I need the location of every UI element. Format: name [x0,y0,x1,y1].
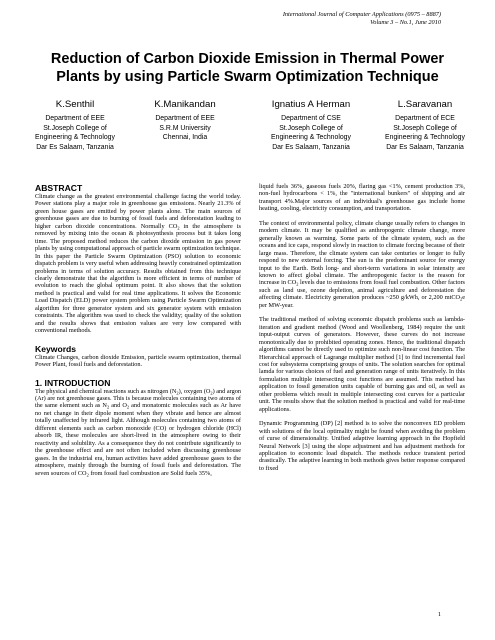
journal-volume: Volume 3 – No.1, June 2010 [370,19,441,27]
affiliation-line: Dar Es Salaam, Tanzania [36,143,114,151]
affiliation-line: Department of EEE [155,115,215,122]
introduction-text: The physical and chemical reactions such as nitrogen $(N_2)$, oxygen $(O_2)$ and argon (Ar) are not greenhouse gases. This is because molecules containing two atoms of the same element such as $N_2$ and $O_2$ and monatomic molecules such as Ar have no net change in their dipole moment when they vibrate and hence are almost totally unaffected by infrared light. Although molecules containing two atoms of different elements such as carbon monoxide (CO) or hydrogen chloride (HCl) absorb IR, these molecules are short-lived in the atmosphere owing to their reactivity and solubility. As a consequence they do not contribute significantly to the greenhouse effect and are not often included when discussing greenhouse gases. In the industrial era, human activities have added greenhouse gases to the atmosphere, mainly through the burning of fossil fuels and deforestation. The seven sources of $CO_2$ from fossil fuel combustion are Solid fuels 35%, [35,387,241,477]
affiliation-line: St.Joseph College of [279,124,343,132]
affiliation-line: Chennai, India [162,134,208,141]
author-block-4 [370,98,480,152]
introduction-heading: 1. INTRODUCTION [35,377,111,388]
author-name: Ignatius A Herman [271,99,351,110]
paragraph-traditional-methods: The traditional method of solving economic dispatch problems such as lambda-iteration and gradient method (Wood and Woollenberg, 1984) require the unit input-output curves of generators. However, these curves do not increase monotonically due to prohibited operating zones. Hence, the traditional dispatch algorithms cannot be directly used to optimize such non-linear cost function. The Hierarchical approach of Lagrange multiplier method [1] to find incremental fuel cost for subsystems comprising groups of units. The solution searches for optimal lamda for various choices of fuel and generation range of units iteratively. In this formulation multiple intersecting cost functions are assumed. This method has application to fossil generation units capable of burning gas and oil, as well as other problems which result in multiple intersecting cost curves for a particular unit. The results show that the solution method is practical and valid for real-time applications. [259,316,465,413]
journal-name: International Journal of Computer Applications (0975 – 8887) [282,11,441,18]
right-column [259,183,465,472]
abstract-heading: ABSTRACT [35,183,83,193]
author-block-3 [256,98,366,152]
affiliation-line: Department of EEE [45,115,105,122]
affiliation-line: Engineering & Technology [385,134,465,141]
affiliation-line: Engineering & Technology [35,134,115,141]
paragraph-emission-sources: liquid fuels 36%, gaseous fuels 20%, flaring gas <1%, cement production 3%, non-fuel hydrocarbons < 1%, the "international bunkers" of shipping and air transport 4%.Major sources of an individual's greenhouse gas include home heating, cooling, electricity consumption, and transportation. [259,183,465,213]
author-block-1 [20,98,130,152]
affiliation-line: Engineering & Technology [271,134,351,141]
keywords-heading: Keywords [35,343,77,354]
left-column [35,183,241,477]
title-line-2: Plants by using Particle Swarm Optimization Technique [56,68,439,85]
author-affiliation [370,114,480,152]
author-name: K.Manikandan [154,99,216,110]
abstract-text: Climate change as the greatest environmental challenge facing the world today. Power stations play a major role in greenhouse gas emissions. Nearly 21.3% of green house gases are emitted by power plants alone. The main sources of greenhouse gases are due to burning of fossil fuels and deforestation leading to higher carbon dioxide concentrations. Normally $CO_2$ in the atmosphere is removed by mixing into the ocean & photosynthesis process but it takes long time. The proposed method reduces the carbon dioxide emission in gas power plants by using computational approach of particle swarm optimization technique. In this paper the Particle Swarm Optimization (PSO) solution to economic dispatch problem is very useful when addressing heavily constrained optimization problems in terms of solution accuracy. Results obtained from this technique clearly demonstrate that the algorithm is more efficient in terms of number of evolution to reach the global optimum point. It also shows that the solution method is practical and valid for real time applications. It solves the Economic Load Dispatch (ELD) power system problem using Particle Swarm Optimization algorithm for three generator system and six generator system with emission constraints. The algorithm was used to check the validity; quality of the solution and the results shows that emission values are very low compared with conventional methods. [35,193,241,335]
affiliation-line: St.Joseph College of [43,124,107,132]
paragraph-climate-policy: The context of environmental policy, climate change usually refers to changes in modern climate. It may be qualified as anthropogenic climate change, more generally known as warming. Some parts of the climate system, such as the oceans and ice caps, respond slowly in reaction to climate forcing because of their large mass. Therefore, the climate system can take centuries or longer to fully respond to new external forcing. The sun is the predominant source for energy input to the Earth. Both long- and short-term variations in solar intensity are known to affect global climate. The anthropogenic factor is the reason for increase in $CO_2$ levels due to emissions from fossil fuel combustion. Other factors such as land use, ozone depletion, animal agriculture and deforestation the affecting climate. Electricity generation produces ~250 g/kWh, or 2,200 mtCO$_2$e per MW-year. [259,219,465,309]
author-affiliation [20,114,130,152]
affiliation-line: Dar Es Salaam, Tanzania [386,143,464,151]
author-name: L.Saravanan [397,99,453,110]
affiliation-line: Department of ECE [395,115,455,122]
author-name: K.Senthil [55,99,95,110]
page-number: 1 [437,611,441,618]
keywords-text: Climate Changes, carbon dioxide Emission, particle swarm optimization, thermal Power Plant, fossil fuels and deforestation. [35,353,241,369]
journal-header [283,11,441,27]
affiliation-line: St.Joseph College of [393,124,457,132]
author-block-2 [130,98,240,143]
affiliation-line: Department of CSE [281,115,341,122]
paper-title [30,51,465,86]
paragraph-dynamic-programming: Dynamic Programming (DP) [2] method is to solve the nonconvex ED problem with solutions of the local optimality might be found when avoiding the problem of curse of dimensionality. Unified adaptive learning approach in the Hopfield Neural Network [3] using the slope adjustment and has adjustment methods for application to economic load dispatch. The methods reduce transient period drastically. The adaptive learning in both methods gives better response compared to fixed [259,420,465,472]
author-affiliation [256,114,366,152]
author-affiliation [130,114,240,143]
title-line-1: Reduction of Carbon Dioxide Emission in Thermal Power [50,51,445,67]
affiliation-line: S.R.M University [159,124,211,132]
affiliation-line: Dar Es Salaam, Tanzania [272,143,350,151]
